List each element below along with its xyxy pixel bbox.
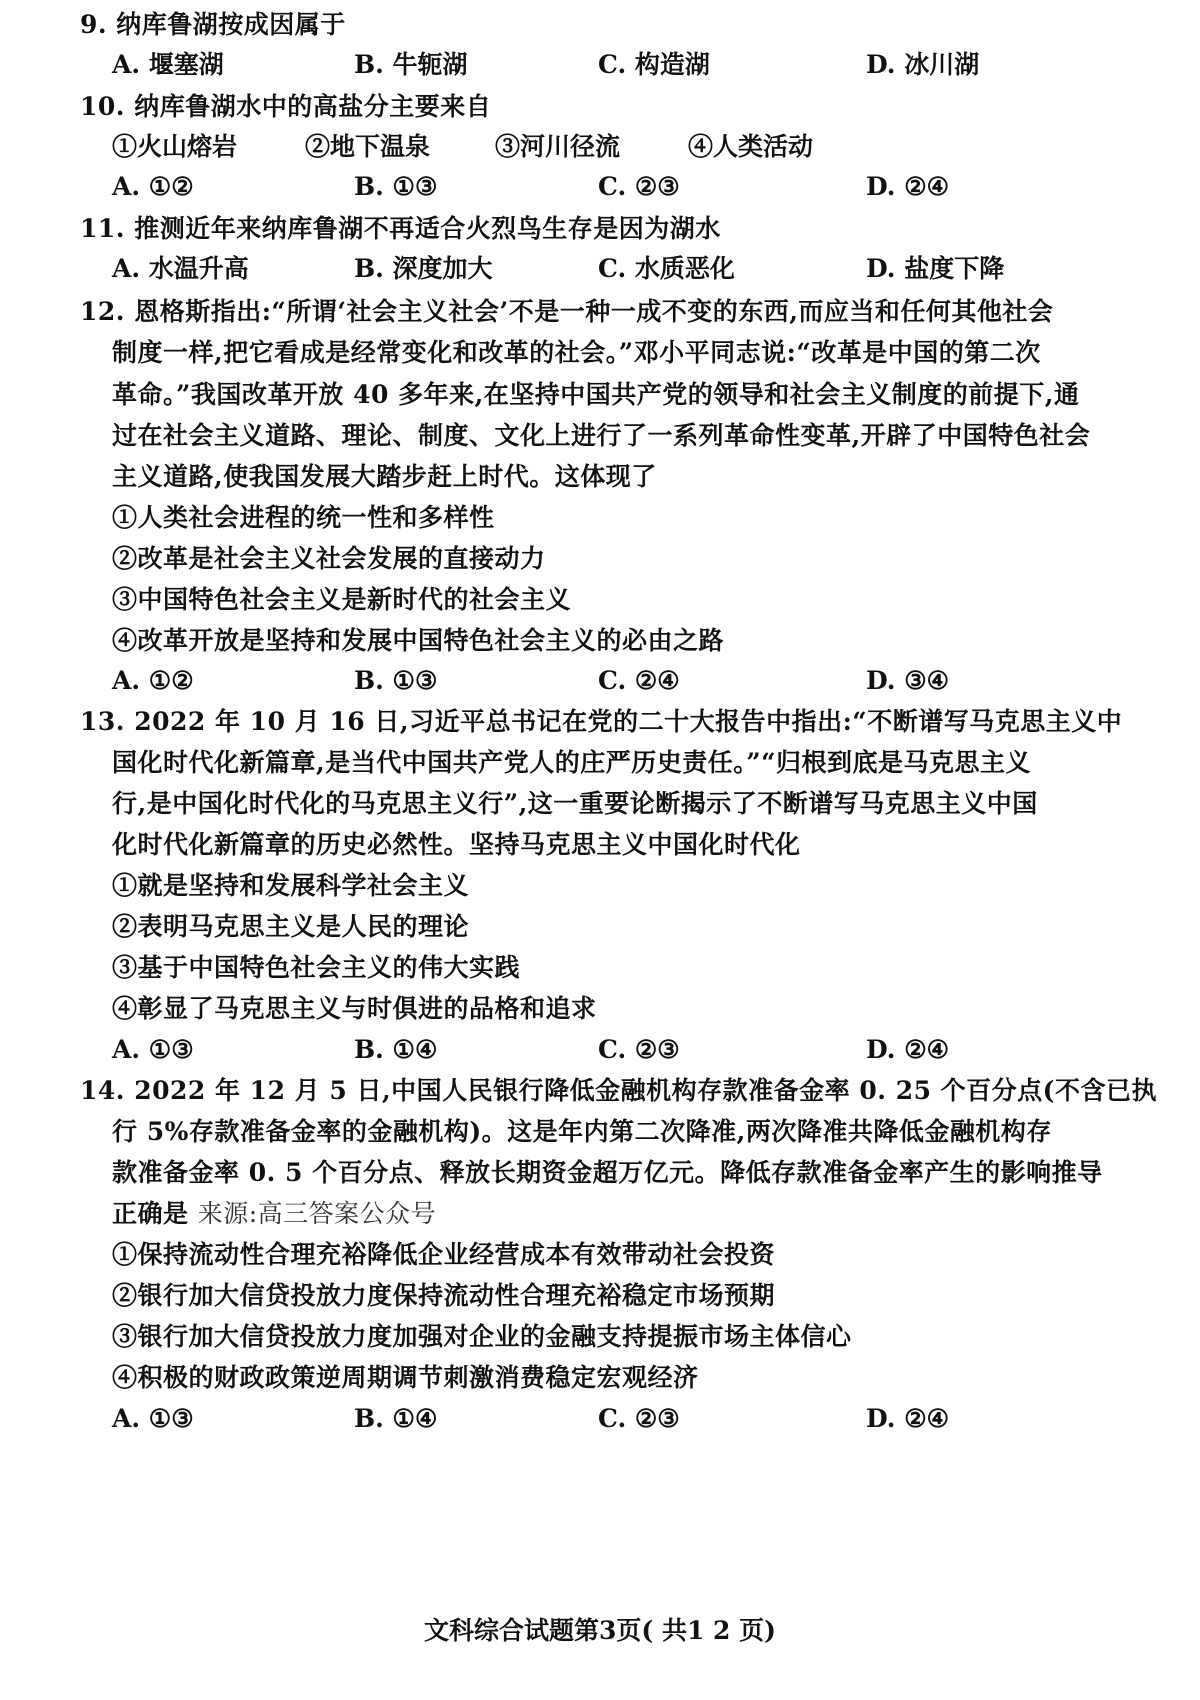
q14-statement-4: ④积极的财政政策逆周期调节刺激消费稳定宏观经济: [112, 1363, 699, 1392]
q11-option-d: D. 盐度下降: [866, 254, 1005, 283]
q10-statement-1: ①火山熔岩: [112, 132, 238, 161]
q14-statement-3: ③银行加大信贷投放力度加强对企业的金融支持提振市场主体信心: [112, 1322, 852, 1351]
q13-option-a: A. ①③: [112, 1035, 194, 1064]
q14-statement-1: ①保持流动性合理充裕降低企业经营成本有效带动社会投资: [112, 1240, 776, 1269]
q11-option-b: B. 深度加大: [354, 254, 493, 283]
q13-stem-line-2: 国化时代化新篇章,是当代中国共产党人的庄严历史责任。”“归根到底是马克思主义: [112, 748, 1031, 777]
q14-option-b: B. ①④: [354, 1404, 438, 1433]
q13-stem-line-1: 13. 2022 年 10 月 16 日,习近平总书记在党的二十大报告中指出:“不断谱写马克思主义中: [80, 707, 1123, 736]
q10-statement-3: ③河川径流: [495, 132, 621, 161]
q10-option-d: D. ②④: [866, 172, 950, 201]
q12-statement-4: ④改革开放是坚持和发展中国特色社会主义的必由之路: [112, 626, 725, 655]
q11-option-c: C. 水质恶化: [598, 254, 735, 283]
q9-option-c: C. 构造湖: [598, 50, 710, 79]
q13-stem-line-3: 行,是中国化时代化的马克思主义行”,这一重要论断揭示了不断谱写马克思主义中国: [112, 789, 1038, 818]
q13-option-b: B. ①④: [354, 1035, 438, 1064]
q12-statement-1: ①人类社会进程的统一性和多样性: [112, 503, 495, 532]
source-note: 来源:高三答案公众号: [197, 1199, 437, 1228]
q10-option-c: C. ②③: [598, 172, 680, 201]
q13-statement-3: ③基于中国特色社会主义的伟大实践: [112, 953, 521, 982]
q13-option-d: D. ②④: [866, 1035, 950, 1064]
q14-option-a: A. ①③: [112, 1404, 194, 1433]
q12-stem-line-4: 过在社会主义道路、理论、制度、文化上进行了一系列革命性变革,开辟了中国特色社会: [112, 421, 1091, 450]
q14-option-c: C. ②③: [598, 1404, 680, 1433]
q11-stem: 11. 推测近年来纳库鲁湖不再适合火烈鸟生存是因为湖水: [80, 214, 721, 243]
q14-option-d: D. ②④: [866, 1404, 950, 1433]
q12-stem-line-5: 主义道路,使我国发展大踏步赶上时代。这体现了: [112, 462, 657, 491]
q9-option-b: B. 牛轭湖: [354, 50, 468, 79]
q13-option-c: C. ②③: [598, 1035, 680, 1064]
q12-option-c: C. ②④: [598, 666, 680, 695]
q14-stem-line-4: [112, 1197, 436, 1231]
q13-statement-2: ②表明马克思主义是人民的理论: [112, 912, 470, 941]
q14-stem-line-3: 款准备金率 0. 5 个百分点、释放长期资金超万亿元。降低存款准备金率产生的影响推导: [112, 1158, 1103, 1187]
q14-statement-2: ②银行加大信贷投放力度保持流动性合理充裕稳定市场预期: [112, 1281, 776, 1310]
q14-stem-line-2: 行 5%存款准备金率的金融机构)。这是年内第二次降准,两次降准共降低金融机构存: [112, 1117, 1052, 1146]
q12-stem-line-1: 12. 恩格斯指出:“所谓‘社会主义社会’不是一种一成不变的东西,而应当和任何其他社会: [80, 297, 1054, 326]
q12-statement-2: ②改革是社会主义社会发展的直接动力: [112, 544, 546, 573]
q10-statement-4: ④人类活动: [688, 132, 814, 161]
q12-option-b: B. ①③: [354, 666, 438, 695]
q12-option-a: A. ①②: [112, 666, 194, 695]
q9-option-d: D. 冰川湖: [866, 50, 980, 79]
q14-stem-prefix: 正确是: [112, 1199, 189, 1228]
q9-option-a: A. 堰塞湖: [112, 50, 224, 79]
q11-option-a: A. 水温升高: [112, 254, 249, 283]
q12-stem-line-2: 制度一样,把它看成是经常变化和改革的社会。”邓小平同志说:“改革是中国的第二次: [112, 338, 1041, 367]
q13-statement-1: ①就是坚持和发展科学社会主义: [112, 871, 470, 900]
q10-statement-2: ②地下温泉: [305, 132, 431, 161]
page-footer: 文科综合试题第3页( 共1 2 页): [424, 1616, 776, 1645]
q12-option-d: D. ③④: [866, 666, 950, 695]
q10-stem: 10. 纳库鲁湖水中的高盐分主要来自: [80, 92, 492, 121]
q13-statement-4: ④彰显了马克思主义与时俱进的品格和追求: [112, 994, 597, 1023]
q12-statement-3: ③中国特色社会主义是新时代的社会主义: [112, 585, 572, 614]
q14-stem-line-1: 14. 2022 年 12 月 5 日,中国人民银行降低金融机构存款准备金率 0. 25 个百分点(不含已执: [80, 1076, 1158, 1105]
q9-stem: 9. 纳库鲁湖按成因属于: [80, 10, 346, 39]
q10-option-b: B. ①③: [354, 172, 438, 201]
q12-stem-line-3: 革命。”我国改革开放 40 多年来,在坚持中国共产党的领导和社会主义制度的前提下,通: [112, 380, 1080, 409]
q10-option-a: A. ①②: [112, 172, 194, 201]
q13-stem-line-4: 化时代化新篇章的历史必然性。坚持马克思主义中国化时代化: [112, 830, 801, 859]
